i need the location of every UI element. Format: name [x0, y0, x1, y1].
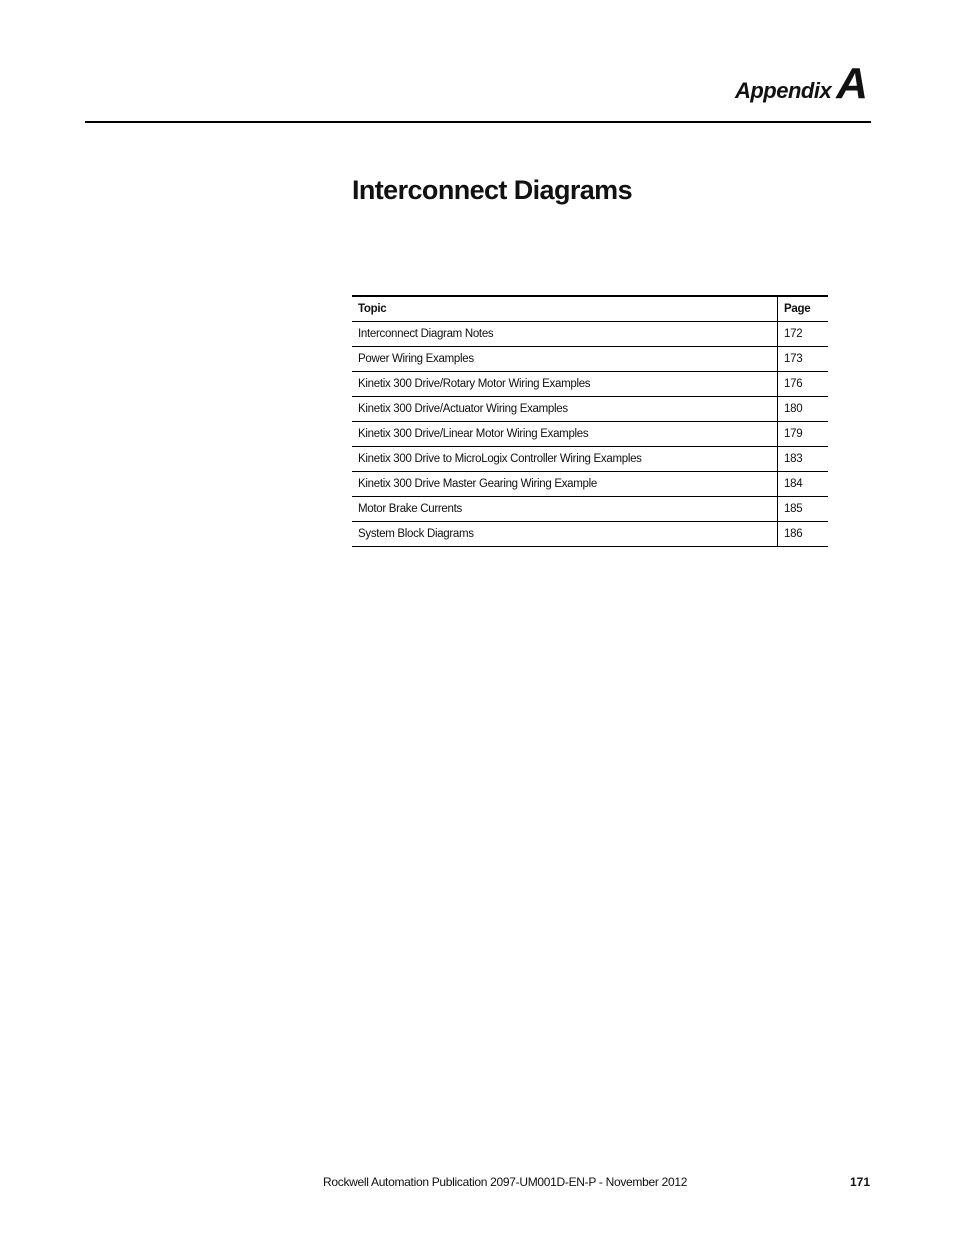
footer-publication: Rockwell Automation Publication 2097-UM001D-EN-P - November 2012 — [323, 1175, 688, 1189]
table-row[interactable] — [352, 397, 828, 422]
footer-page-number: 171 — [849, 1175, 870, 1189]
table-row[interactable] — [352, 497, 828, 522]
column-header-topic: Topic — [358, 303, 387, 315]
table-row[interactable] — [352, 422, 828, 447]
topic-cell[interactable]: Kinetix 300 Drive to MicroLogix Controller Wiring Examples — [358, 453, 642, 465]
topic-cell[interactable]: Motor Brake Currents — [358, 503, 462, 515]
table-row[interactable] — [352, 522, 828, 547]
page-cell[interactable]: 183 — [778, 447, 829, 472]
page-cell[interactable]: 179 — [778, 422, 829, 447]
page-cell[interactable]: 185 — [778, 497, 829, 522]
topic-cell[interactable]: Kinetix 300 Drive/Actuator Wiring Examples — [358, 403, 568, 415]
appendix-word: Appendix — [734, 78, 832, 103]
table-row[interactable] — [352, 447, 828, 472]
page-cell[interactable]: 173 — [778, 347, 829, 372]
topic-cell[interactable]: Kinetix 300 Drive/Linear Motor Wiring Examples — [358, 428, 589, 440]
table-row[interactable] — [352, 322, 828, 347]
topic-cell[interactable]: System Block Diagrams — [358, 528, 474, 540]
column-header-page: Page — [778, 296, 829, 322]
table-row[interactable] — [352, 347, 828, 372]
page-cell[interactable]: 180 — [778, 397, 829, 422]
appendix-heading — [734, 59, 868, 108]
appendix-letter: A — [836, 59, 868, 108]
table-row[interactable] — [352, 472, 828, 497]
page-title: Interconnect Diagrams — [352, 175, 632, 205]
topic-cell[interactable]: Power Wiring Examples — [358, 353, 474, 365]
header-rule — [85, 121, 871, 123]
topic-cell[interactable]: Kinetix 300 Drive Master Gearing Wiring Example — [358, 478, 597, 490]
page-cell[interactable]: 172 — [778, 322, 829, 347]
page-cell[interactable]: 176 — [778, 372, 829, 397]
topic-cell[interactable]: Kinetix 300 Drive/Rotary Motor Wiring Examples — [358, 378, 591, 390]
table-header-row — [352, 296, 828, 322]
page-cell[interactable]: 184 — [778, 472, 829, 497]
page-cell[interactable]: 186 — [778, 522, 829, 547]
table-row[interactable] — [352, 372, 828, 397]
topic-table — [352, 295, 828, 547]
topic-cell[interactable]: Interconnect Diagram Notes — [358, 328, 494, 340]
